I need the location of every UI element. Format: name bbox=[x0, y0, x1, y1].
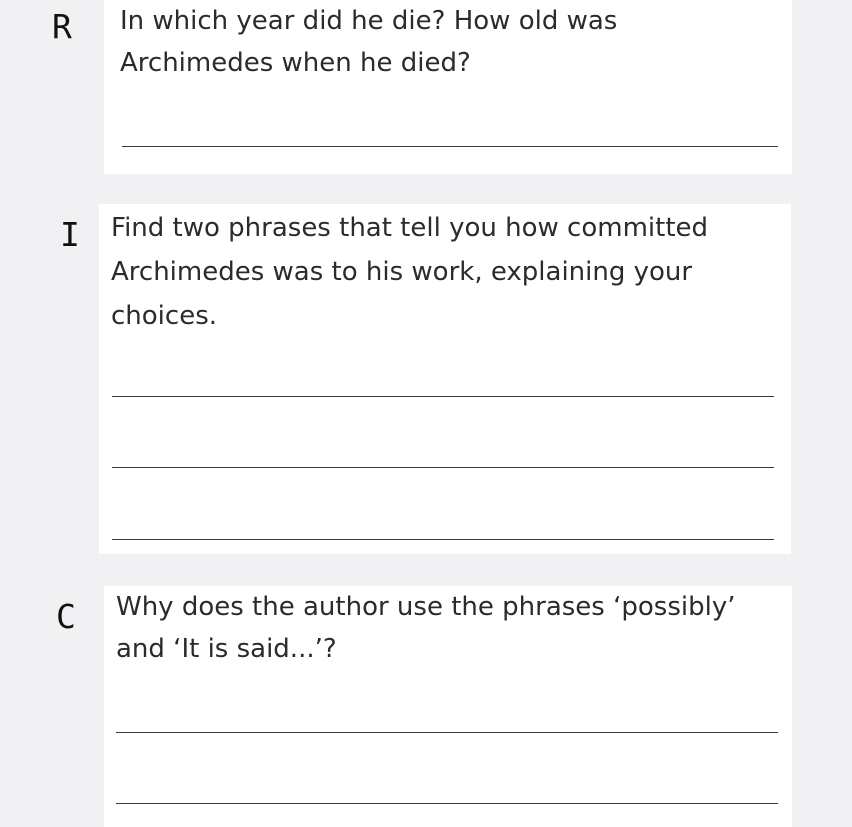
question-text-line: choices. bbox=[111, 301, 218, 331]
answer-line[interactable] bbox=[116, 732, 778, 733]
answer-line[interactable] bbox=[116, 803, 778, 804]
answer-line[interactable] bbox=[112, 539, 774, 540]
question-letter-c: C bbox=[56, 597, 76, 636]
answer-line[interactable] bbox=[122, 146, 778, 147]
question-text bbox=[120, 0, 617, 84]
question-text-line: Find two phrases that tell you how committed bbox=[111, 213, 709, 243]
question-text-line: and ‘It is said...’? bbox=[116, 634, 337, 664]
question-card-i bbox=[99, 204, 791, 554]
question-card-c bbox=[104, 586, 792, 827]
question-letter-i: I bbox=[60, 215, 80, 254]
question-card-r bbox=[104, 0, 792, 174]
question-text-line: Archimedes when he died? bbox=[120, 48, 471, 78]
answer-line[interactable] bbox=[112, 396, 774, 397]
question-text-line: Archimedes was to his work, explaining your bbox=[111, 257, 693, 287]
question-text-line: In which year did he die? How old was bbox=[120, 6, 618, 36]
question-text bbox=[116, 586, 735, 670]
question-letter-r: R bbox=[52, 7, 72, 46]
question-text bbox=[111, 206, 708, 338]
answer-line[interactable] bbox=[112, 467, 774, 468]
question-text-line: Why does the author use the phrases ‘possibly’ bbox=[116, 592, 736, 622]
